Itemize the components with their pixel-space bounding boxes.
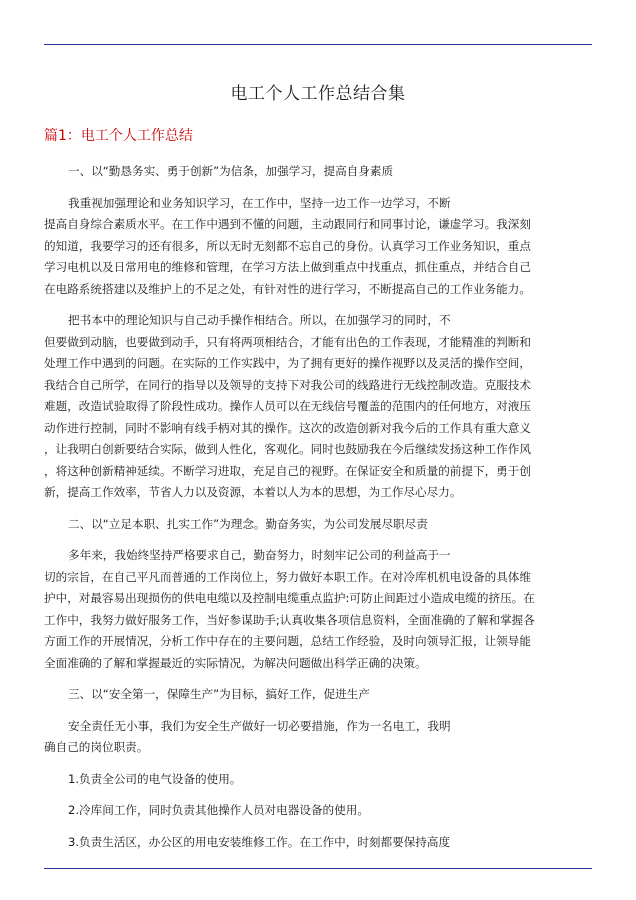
paragraph-line: 我重视加强理论和业务知识学习，在工作中，坚持一边工作一边学习，不断 — [68, 195, 451, 210]
paragraph-line: ，让我明白创新要结合实际，做到人性化，客观化。同时也鼓励我在今后继续发扬这种工作作风 — [44, 442, 531, 456]
paragraph-line: 在电路系统搭建以及维护上的不足之处，有针对性的进行学习，不断提高自己的工作业务能力。 — [44, 281, 531, 296]
section-title: 篇1：电工个人工作总结 — [44, 128, 193, 144]
paragraph-line: 动作进行控制，同时不影响有线手柄对其的操作。这次的改造创新对我今后的工作具有重大意义 — [44, 420, 531, 435]
paragraph-line: 工作中，我努力做好服务工作，当好参谋助手;认真收集各项信息资料，全面准确的了解和掌握各 — [44, 612, 535, 627]
heading-1: 一、以“勤恳务实、勇于创新”为信条，加强学习，提高自身素质 — [68, 164, 394, 178]
list-item-1: 1.负责全公司的电气设备的使用。 — [68, 771, 242, 786]
paragraph-line: 把书本中的理论知识与自己动手操作相结合。所以，在加强学习的同时，不 — [68, 313, 451, 327]
paragraph-line: ，将这种创新精神延续。不断学习进取，充足自己的视野。在保证安全和质量的前提下，勇于创 — [44, 463, 531, 478]
bottom-rule — [44, 868, 592, 869]
paragraph-line: 的知道，我要学习的还有很多，所以无时无刻都不忘自己的身份。认真学习工作业务知识，重点 — [44, 238, 531, 253]
list-item-2: 2.冷库间工作，同时负责其他操作人员对电器设备的使用。 — [68, 803, 369, 817]
heading-2: 二、以“立足本职、扎实工作”为理念。勤奋务实，为公司发展尽职尽责 — [68, 516, 428, 531]
paragraph-line: 处理工作中遇到的问题。在实际的工作实践中，为了拥有更好的操作视野以及灵活的操作空间， — [44, 356, 531, 370]
paragraph-1 — [44, 193, 592, 301]
paragraph-line: 我结合自己所学，在同行的指导以及领导的支持下对我公司的线路进行无线控制改造。克服技术 — [44, 377, 531, 392]
document-body — [44, 82, 592, 853]
paragraph-line: 切的宗旨，在自己平凡而普通的工作岗位上，努力做好本职工作。在对冷库机机电设备的具体维 — [44, 569, 531, 584]
paragraph-line: 多年来，我始终坚持严格要求自己，勤奋努力，时刻牢记公司的利益高于一 — [68, 548, 451, 562]
list-item-3: 3.负责生活区，办公区的用电安装维修工作。在工作中，时刻都要保持高度 — [68, 834, 451, 849]
paragraph-line: 全面准确的了解和掌握最近的实际情况，为解决问题做出科学正确的决策。 — [44, 655, 427, 670]
paragraph-line: 学习电机以及日常用电的维修和管理，在学习方法上做到重点中找重点，抓住重点，并结合自己 — [44, 260, 531, 274]
paragraph-line: 难题，改造试验取得了阶段性成功。操作人员可以在无线信号覆盖的范围内的任何地方，对液压 — [44, 399, 531, 413]
paragraph-line: 护中，对最容易出现损伤的供电电缆以及控制电缆重点监护:可防止间距过小造成电缆的挤压。在 — [44, 591, 535, 605]
paragraph-4 — [44, 716, 592, 759]
paragraph-2 — [44, 310, 592, 504]
paragraph-line: 但要做到动脑，也要做到动手，只有将两项相结合，才能有出色的工作表现，才能精准的判断和 — [44, 334, 531, 349]
paragraph-line: 新，提高工作效率，节省人力以及资源，本着以人为本的思想，为工作尽心尽力。 — [44, 485, 462, 499]
paragraph-line: 确自己的岗位职责。 — [44, 740, 149, 754]
paragraph-line: 安全责任无小事，我们为安全生产做好一切必要措施，作为一名电工，我明 — [68, 718, 451, 733]
heading-3: 三、以“安全第一，保障生产”为目标，搞好工作，促进生产 — [68, 687, 370, 701]
paragraph-line: 方面工作的开展情况，分析工作中存在的主要问题，总结工作经验，及时向领导汇报，让领导能 — [44, 634, 531, 648]
document-title: 电工个人工作总结合集 — [230, 84, 406, 104]
top-rule — [44, 44, 592, 45]
paragraph-line: 提高自身综合素质水平。在工作中遇到不懂的问题，主动跟同行和同事讨论，谦虚学习。我深刻 — [44, 217, 531, 231]
paragraph-3 — [44, 545, 592, 674]
